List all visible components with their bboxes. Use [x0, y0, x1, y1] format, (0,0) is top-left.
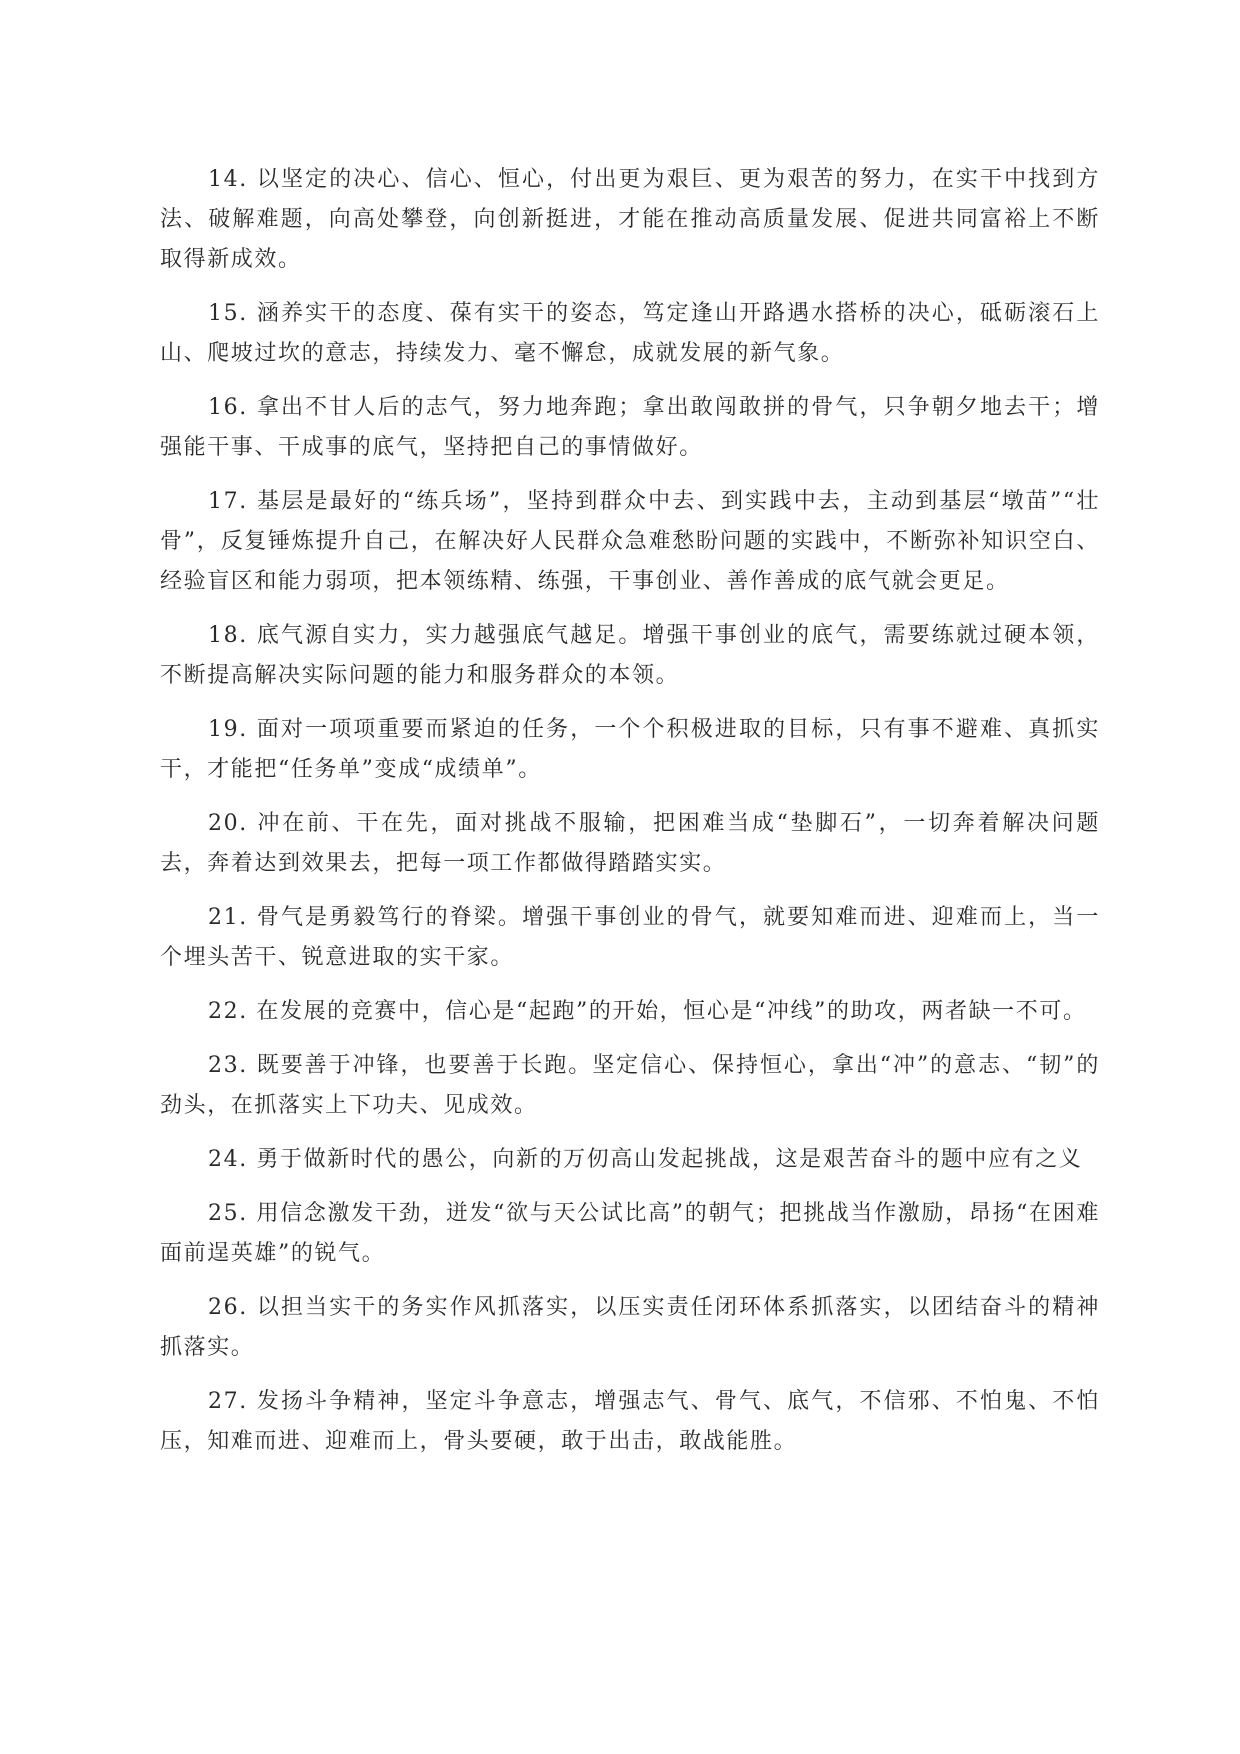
paragraph-18: 18. 底气源自实力，实力越强底气越足。增强干事创业的底气，需要练就过硬本领，不断提高解决实际问题的能力和服务群众的本领。 [160, 623, 1100, 688]
paragraph-25: 25. 用信念激发干劲，迸发“欲与天公试比高”的朝气；把挑战当作激励，昂扬“在困难面前逞英雄”的锐气。 [160, 1201, 1100, 1266]
paragraph-21: 21. 骨气是勇毅笃行的脊梁。增强干事创业的骨气，就要知难而进、迎难而上，当一个埋头苦干、锐意进取的实干家。 [160, 905, 1100, 970]
paragraph-17: 17. 基层是最好的“练兵场”，坚持到群众中去、到实践中去，主动到基层“墩苗”“壮骨”，反复锤炼提升自己，在解决好人民群众急难愁盼问题的实践中，不断弥补知识空白、经验盲区和能力弱项，把本领练精、练强，干事创业、善作善成的底气就会更足。 [160, 489, 1100, 594]
paragraph-26: 26. 以担当实干的务实作风抓落实，以压实责任闭环体系抓落实，以团结奋斗的精神抓落实。 [160, 1295, 1100, 1360]
paragraph-16: 16. 拿出不甘人后的志气，努力地奔跑；拿出敢闯敢拼的骨气，只争朝夕地去干；增强能干事、干成事的底气，坚持把自己的事情做好。 [160, 395, 1100, 460]
paragraph-22: 22. 在发展的竞赛中，信心是“起跑”的开始，恒心是“冲线”的助攻，两者缺一不可。 [208, 999, 1087, 1024]
paragraph-23: 23. 既要善于冲锋，也要善于长跑。坚定信心、保持恒心，拿出“冲”的意志、“韧”的劲头，在抓落实上下功夫、见成效。 [160, 1053, 1100, 1118]
paragraph-20: 20. 冲在前、干在先，面对挑战不服输，把困难当成“垫脚石”，一切奔着解决问题去，奔着达到效果去，把每一项工作都做得踏踏实实。 [160, 811, 1100, 876]
paragraph-27: 27. 发扬斗争精神，坚定斗争意志，增强志气、骨气、底气，不信邪、不怕鬼、不怕压，知难而进、迎难而上，骨头要硬，敢于出击，敢战能胜。 [160, 1389, 1100, 1454]
document-body [160, 160, 1100, 1476]
paragraph-24: 24. 勇于做新时代的愚公，向新的万仞高山发起挑战，这是艰苦奋斗的题中应有之义 [208, 1147, 1083, 1172]
paragraph-14: 14. 以坚定的决心、信心、恒心，付出更为艰巨、更为艰苦的努力，在实干中找到方法、破解难题，向高处攀登，向创新挺进，才能在推动高质量发展、促进共同富裕上不断取得新成效。 [160, 167, 1100, 272]
paragraph-19: 19. 面对一项项重要而紧迫的任务，一个个积极进取的目标，只有事不避难、真抓实干，才能把“任务单”变成“成绩单”。 [160, 717, 1100, 782]
paragraph-15: 15. 涵养实干的态度、葆有实干的姿态，笃定逢山开路遇水搭桥的决心，砥砺滚石上山、爬坡过坎的意志，持续发力、毫不懈怠，成就发展的新气象。 [160, 301, 1100, 366]
